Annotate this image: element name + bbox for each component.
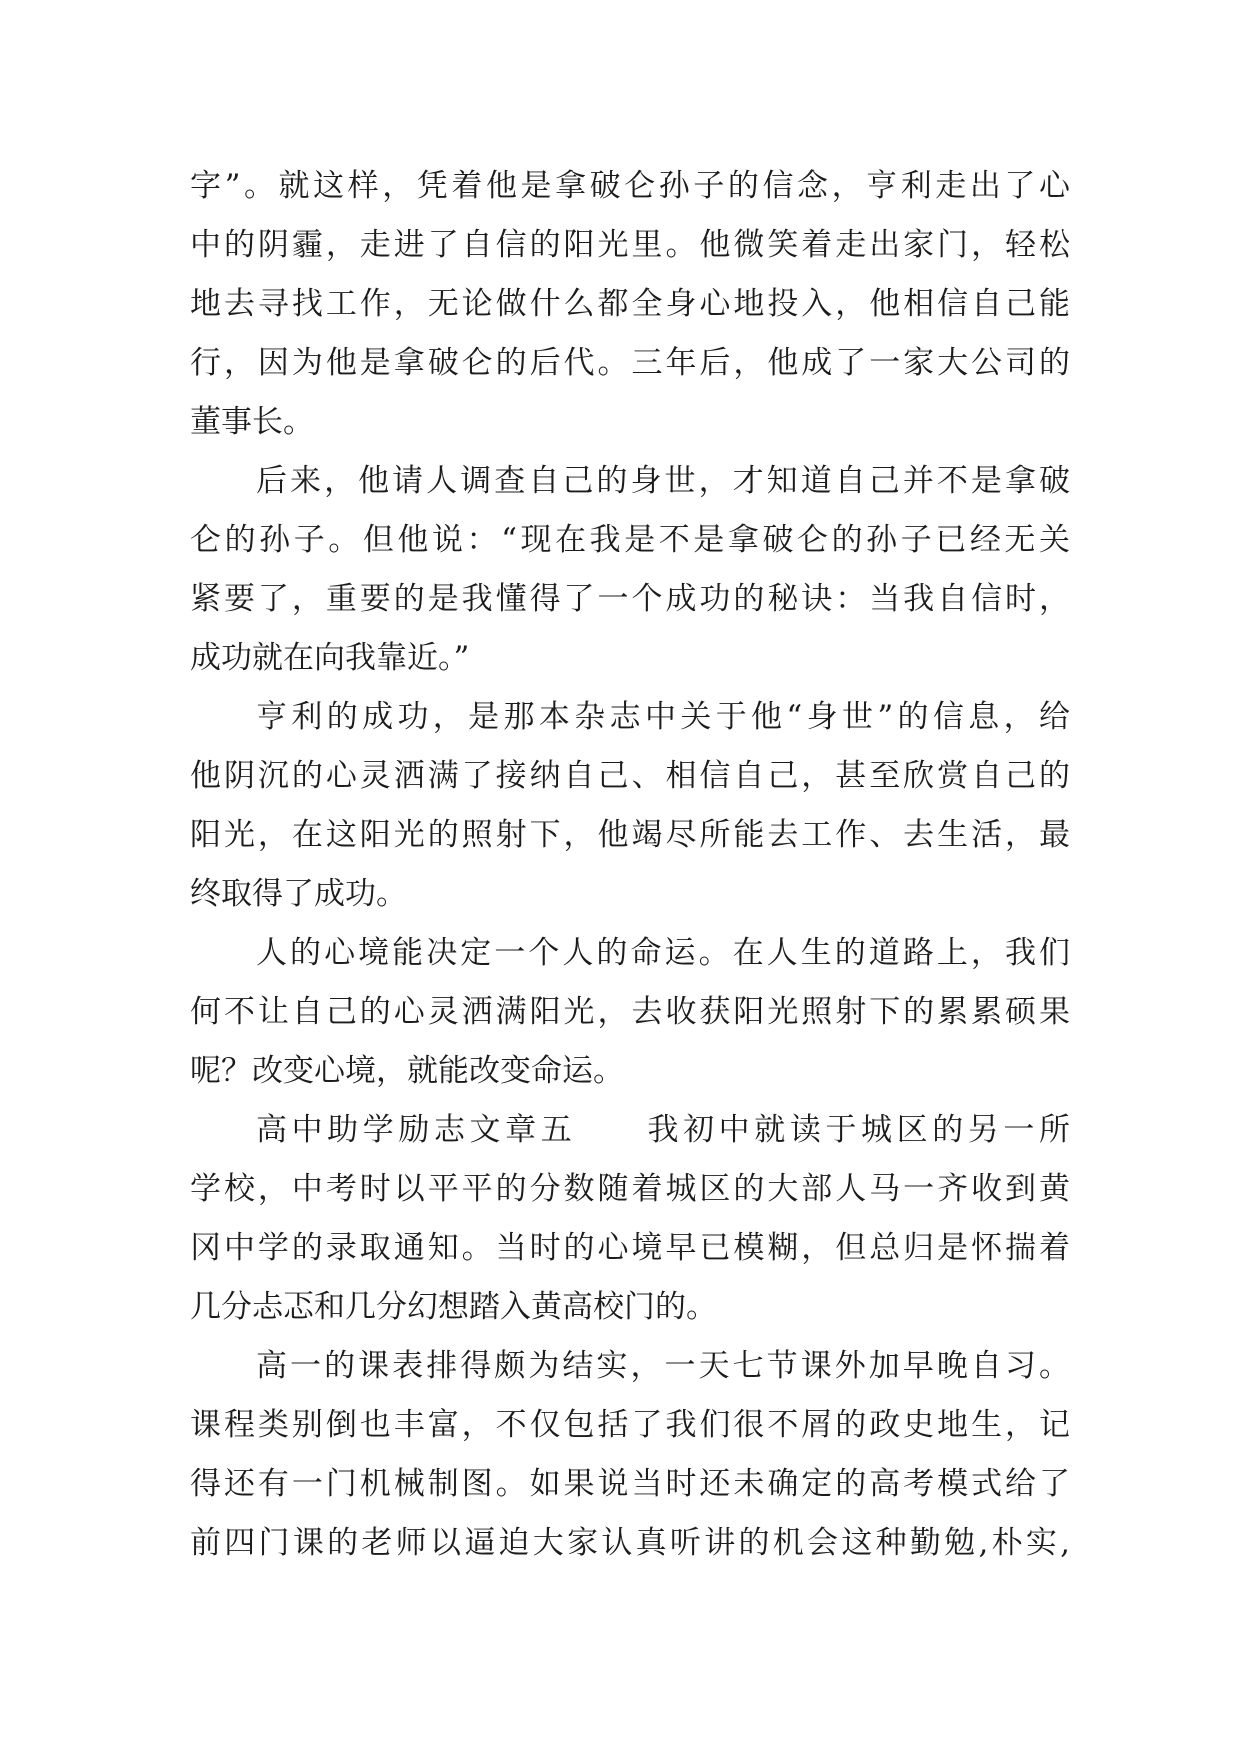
text-line: 课程类别倒也丰富，不仅包括了我们很不屑的政史地生，记 bbox=[190, 1407, 1070, 1443]
text-line: 高中助学励志文章五 我初中就读于城区的另一所 bbox=[256, 1112, 1070, 1148]
text-line: 董事长。 bbox=[190, 404, 314, 440]
text-line: 学校，中考时以平平的分数随着城区的大部人马一齐收到黄 bbox=[190, 1171, 1070, 1207]
text-line: 中的阴霾，走进了自信的阳光里。他微笑着走出家门，轻松 bbox=[190, 227, 1070, 263]
text-line: 得还有一门机械制图。如果说当时还未确定的高考模式给了 bbox=[190, 1466, 1070, 1502]
text-line: 前四门课的老师以逼迫大家认真听讲的机会这种勤勉,朴实, bbox=[190, 1525, 1070, 1561]
text-line: 行，因为他是拿破仑的后代。三年后，他成了一家大公司的 bbox=[190, 345, 1070, 381]
text-line: 紧要了，重要的是我懂得了一个成功的秘诀：当我自信时， bbox=[190, 581, 1070, 617]
text-line: 亨利的成功，是那本杂志中关于他“身世”的信息，给 bbox=[256, 699, 1070, 735]
text-line: 终取得了成功。 bbox=[190, 876, 407, 912]
text-line: 阳光，在这阳光的照射下，他竭尽所能去工作、去生活，最 bbox=[190, 817, 1070, 853]
text-line: 地去寻找工作，无论做什么都全身心地投入，他相信自己能 bbox=[190, 286, 1070, 322]
text-line: 冈中学的录取通知。当时的心境早已模糊，但总归是怀揣着 bbox=[190, 1230, 1070, 1266]
text-line: 成功就在向我靠近。” bbox=[190, 640, 470, 676]
text-line: 几分忐忑和几分幻想踏入黄高校门的。 bbox=[190, 1289, 717, 1325]
text-line: 人的心境能决定一个人的命运。在人生的道路上，我们 bbox=[256, 935, 1070, 971]
text-line: 他阴沉的心灵洒满了接纳自己、相信自己，甚至欣赏自己的 bbox=[190, 758, 1070, 794]
text-line: 字”。就这样，凭着他是拿破仑孙子的信念，亨利走出了心 bbox=[190, 168, 1070, 204]
text-line: 高一的课表排得颇为结实，一天七节课外加早晚自习。 bbox=[256, 1348, 1070, 1384]
text-line: 何不让自己的心灵洒满阳光，去收获阳光照射下的累累硕果 bbox=[190, 994, 1070, 1030]
body-text bbox=[190, 157, 1070, 1573]
text-line: 后来，他请人调查自己的身世，才知道自己并不是拿破 bbox=[256, 463, 1070, 499]
text-line: 仑的孙子。但他说：“现在我是不是拿破仑的孙子已经无关 bbox=[190, 522, 1070, 558]
text-line: 呢？改变心境，就能改变命运。 bbox=[190, 1053, 624, 1089]
